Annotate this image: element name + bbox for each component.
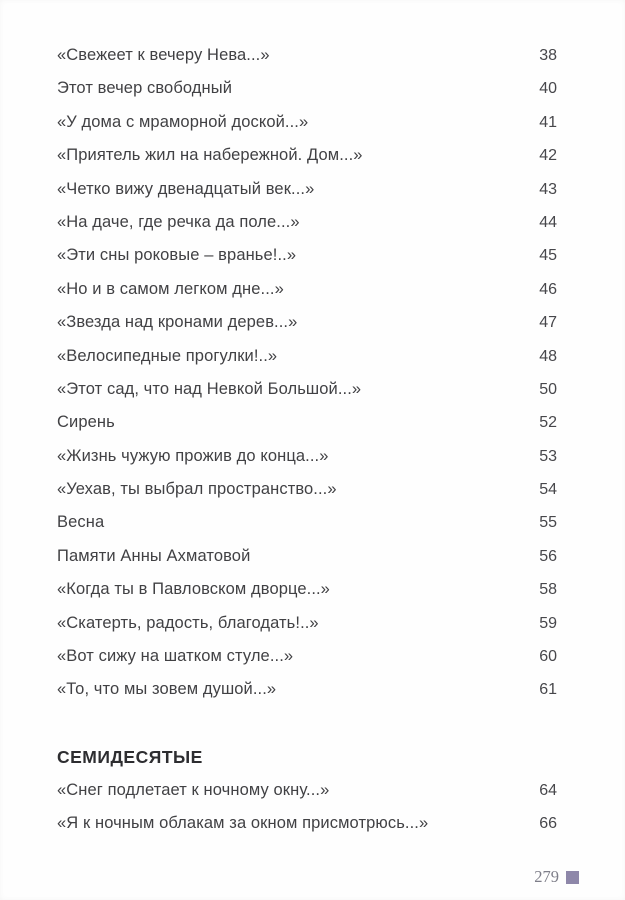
toc-entry-page: 47 — [539, 314, 557, 332]
toc-entry-title: «Когда ты в Павловском дворце...» — [57, 580, 330, 599]
toc-entry-title: «Я к ночным облакам за окном присмотрюсь...» — [57, 814, 429, 833]
toc-entry-page: 38 — [539, 47, 557, 64]
toc-entry — [57, 781, 557, 814]
toc-entry-title: «Приятель жил на набережной. Дом...» — [57, 146, 363, 165]
toc-entry — [57, 680, 557, 713]
toc-entry — [57, 513, 557, 546]
toc-entry — [57, 647, 557, 680]
toc-entry-title: «Снег подлетает к ночному окну...» — [57, 780, 330, 799]
toc-entry-page: 50 — [539, 380, 557, 398]
toc-section-heading: СЕМИДЕСЯТЫЕ — [57, 746, 203, 767]
toc-entry — [57, 280, 557, 313]
toc-entry-title: «Но и в самом легком дне...» — [57, 279, 284, 298]
toc-entry — [57, 46, 557, 79]
toc-entry-page: 45 — [539, 247, 557, 265]
toc-entry-title: Памяти Анны Ахматовой — [57, 546, 251, 565]
toc-entry-page: 41 — [539, 113, 557, 131]
page-footer — [534, 867, 579, 887]
toc-entry — [57, 580, 557, 613]
toc-entry-title: «Звезда над кронами дерев...» — [57, 313, 298, 332]
toc-entry — [57, 380, 557, 413]
toc-entry-title: «Уехав, ты выбрал пространство...» — [57, 480, 337, 499]
toc-entry — [57, 213, 557, 246]
toc-entry-title: «Четко вижу двенадцатый век...» — [57, 179, 315, 198]
toc-entry-page: 66 — [539, 815, 557, 833]
toc-entry — [57, 480, 557, 513]
toc-entry-title: «Велосипедные прогулки!..» — [57, 346, 278, 365]
toc-entry-title: Этот вечер свободный — [57, 79, 233, 98]
toc-entry-title: «Жизнь чужую прожив до конца...» — [57, 446, 329, 465]
toc-entry-title: «Вот сижу на шатком стуле...» — [57, 647, 294, 666]
toc-entry — [57, 113, 557, 146]
table-of-contents — [57, 46, 557, 848]
toc-entry — [57, 347, 557, 380]
toc-entry-page: 64 — [539, 781, 557, 799]
toc-entry-page: 46 — [539, 280, 557, 298]
toc-entry-title: «Этот сад, что над Невкой Большой...» — [57, 379, 362, 398]
toc-entry — [57, 447, 557, 480]
toc-entry-page: 48 — [539, 347, 557, 365]
toc-entry — [57, 413, 557, 446]
toc-entry-title: «Скатерть, радость, благодать!..» — [57, 613, 319, 632]
toc-entry — [57, 180, 557, 213]
toc-entry-title: «То, что мы зовем душой...» — [57, 680, 277, 699]
toc-entry-title: «Свежеет к вечеру Нева...» — [57, 46, 270, 64]
toc-entry-page: 43 — [539, 180, 557, 198]
toc-entry — [57, 313, 557, 346]
toc-entry-page: 53 — [539, 447, 557, 465]
toc-entry-title: Весна — [57, 513, 105, 532]
toc-entry-title: «На даче, где речка да поле...» — [57, 212, 300, 231]
toc-entry — [57, 547, 557, 580]
toc-entry — [57, 614, 557, 647]
toc-entry-page: 54 — [539, 481, 557, 499]
toc-entry-page: 61 — [539, 681, 557, 699]
toc-entry — [57, 246, 557, 279]
toc-entry-page: 60 — [539, 648, 557, 666]
toc-entry-title: Сирень — [57, 413, 115, 432]
toc-entry-page: 52 — [539, 414, 557, 432]
toc-entry-title: «У дома с мраморной доской...» — [57, 112, 309, 131]
toc-entry-page: 40 — [539, 80, 557, 98]
corner-square-marker — [566, 871, 579, 884]
toc-entry-page: 59 — [539, 614, 557, 632]
toc-entry-title: «Эти сны роковые – вранье!..» — [57, 246, 297, 265]
toc-entry-page: 44 — [539, 213, 557, 231]
toc-entry-page: 58 — [539, 581, 557, 599]
toc-entry-page: 55 — [539, 514, 557, 532]
toc-entry-page: 56 — [539, 547, 557, 565]
folio-page-number: 279 — [534, 867, 559, 886]
toc-entry-page: 42 — [539, 147, 557, 165]
toc-entry — [57, 146, 557, 179]
toc-entry — [57, 79, 557, 112]
toc-entry — [57, 814, 557, 847]
